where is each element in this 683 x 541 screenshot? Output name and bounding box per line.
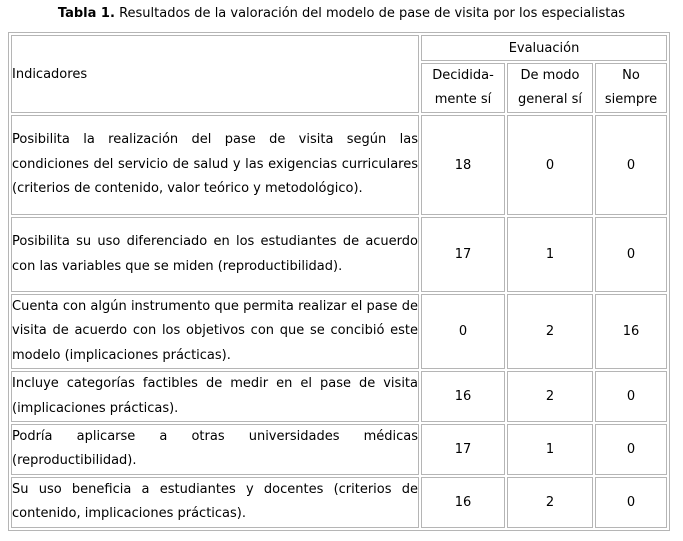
decididamente-cell: 16: [421, 477, 505, 528]
table-row: [11, 424, 667, 475]
table-caption-text: Resultados de la valoración del modelo de pase de visita por los especialistas: [119, 6, 626, 21]
decididamente-cell: 16: [421, 371, 505, 422]
no-siempre-cell: 16: [595, 294, 667, 369]
evaluation-header: Evaluación: [421, 35, 667, 61]
de-modo-general-header-line2: general sí: [518, 92, 582, 107]
table-row: [11, 294, 667, 369]
de-modo-general-cell: 2: [507, 371, 593, 422]
no-siempre-cell: 0: [595, 115, 667, 215]
no-siempre-header-line2: siempre: [604, 92, 658, 107]
table-row: [11, 477, 667, 528]
decididamente-header-line1: Decidida-: [432, 68, 494, 83]
de-modo-general-cell: 2: [507, 477, 593, 528]
indicator-cell: Podría aplicarse a otras universidades médicas (reproductibilidad).: [11, 424, 419, 475]
de-modo-general-cell: 0: [507, 115, 593, 215]
indicator-cell: Cuenta con algún instrumento que permita realizar el pase de visita de acuerdo con los objetivos con que se concibió este modelo (implicaciones prácticas).: [11, 294, 419, 369]
indicators-header: Indicadores: [11, 35, 419, 113]
decididamente-header-line2: mente sí: [434, 92, 492, 107]
decididamente-cell: 17: [421, 217, 505, 292]
table-caption-label: Tabla 1.: [57, 6, 115, 21]
no-siempre-cell: 0: [595, 371, 667, 422]
header-row: [11, 35, 667, 61]
de-modo-general-cell: 2: [507, 294, 593, 369]
no-siempre-header: [595, 63, 667, 113]
de-modo-general-header: [507, 63, 593, 113]
no-siempre-cell: 0: [595, 217, 667, 292]
de-modo-general-cell: 1: [507, 217, 593, 292]
indicator-cell: Su uso beneficia a estudiantes y docentes (criterios de contenido, implicaciones prácticas).: [11, 477, 419, 528]
no-siempre-cell: 0: [595, 477, 667, 528]
table-row: [11, 217, 667, 292]
no-siempre-header-line1: No: [622, 68, 640, 83]
indicator-cell: Posibilita la realización del pase de visita según las condiciones del servicio de salud y las exigencias curriculares (criterios de contenido, valor teórico y metodológico).: [11, 115, 419, 215]
de-modo-general-cell: 1: [507, 424, 593, 475]
no-siempre-cell: 0: [595, 424, 667, 475]
decididamente-cell: 0: [421, 294, 505, 369]
table-caption: [0, 6, 683, 21]
results-table: [8, 32, 670, 531]
decididamente-header: [421, 63, 505, 113]
table-row: [11, 371, 667, 422]
indicator-cell: Posibilita su uso diferenciado en los estudiantes de acuerdo con las variables que se miden (reproductibilidad).: [11, 217, 419, 292]
decididamente-cell: 17: [421, 424, 505, 475]
table-row: [11, 115, 667, 215]
indicator-cell: Incluye categorías factibles de medir en el pase de visita (implicaciones prácticas).: [11, 371, 419, 422]
decididamente-cell: 18: [421, 115, 505, 215]
de-modo-general-header-line1: De modo: [520, 68, 580, 83]
